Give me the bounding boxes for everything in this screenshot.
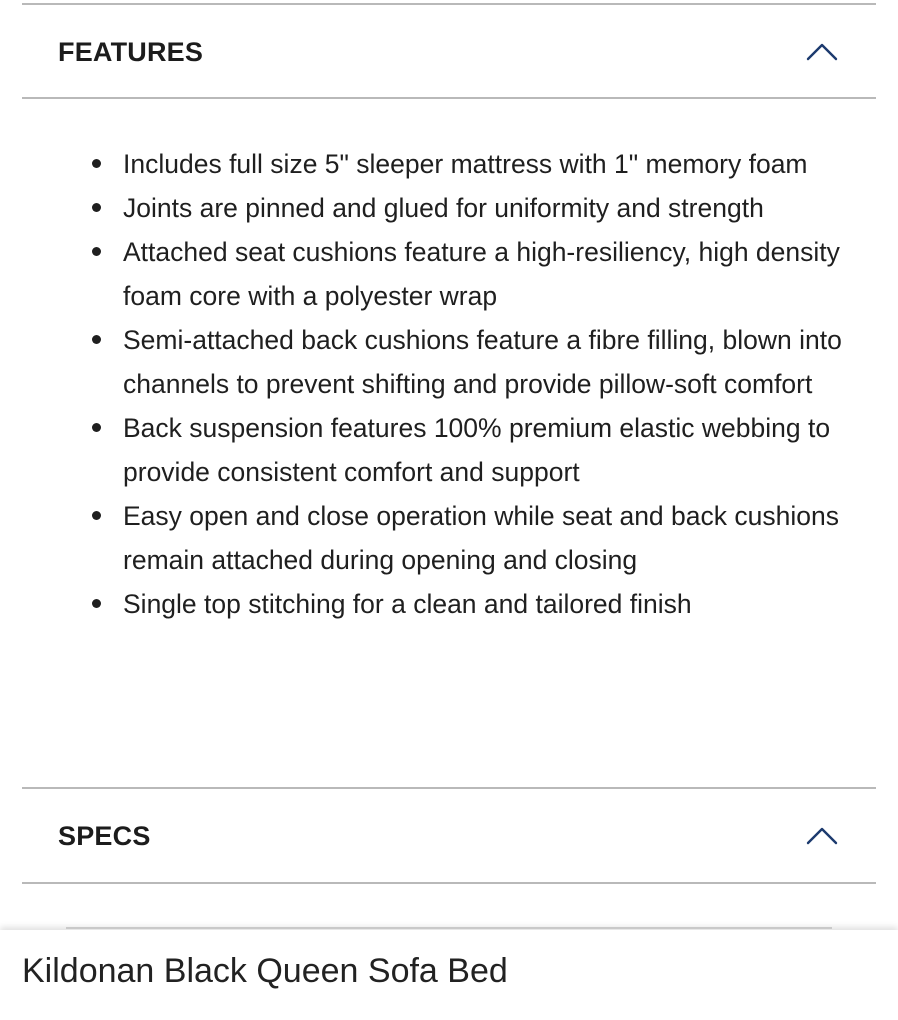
specs-accordion-header[interactable] (22, 789, 876, 883)
specs-header-divider (22, 882, 876, 884)
specs-title: SPECS (58, 821, 151, 851)
chevron-up-icon[interactable] (806, 825, 838, 845)
features-list (92, 142, 852, 626)
feature-item: Includes full size 5" sleeper mattress with 1" memory foam (92, 142, 852, 186)
divider (66, 927, 832, 929)
product-title: Kildonan Black Queen Sofa Bed (22, 952, 508, 990)
feature-item: Semi-attached back cushions feature a fibre filling, blown into channels to prevent shifting and provide pillow-soft comfort (92, 318, 852, 406)
feature-item: Single top stitching for a clean and tailored finish (92, 582, 852, 626)
features-accordion-header[interactable] (22, 5, 876, 99)
features-header-divider (22, 97, 876, 99)
features-title: FEATURES (58, 37, 204, 67)
sticky-product-bar (0, 930, 898, 1020)
feature-item: Easy open and close operation while seat and back cushions remain attached during opening and closing (92, 494, 852, 582)
feature-item: Attached seat cushions feature a high-resiliency, high density foam core with a polyester wrap (92, 230, 852, 318)
feature-item: Joints are pinned and glued for uniformity and strength (92, 186, 852, 230)
feature-item: Back suspension features 100% premium elastic webbing to provide consistent comfort and support (92, 406, 852, 494)
chevron-up-icon[interactable] (806, 41, 838, 61)
